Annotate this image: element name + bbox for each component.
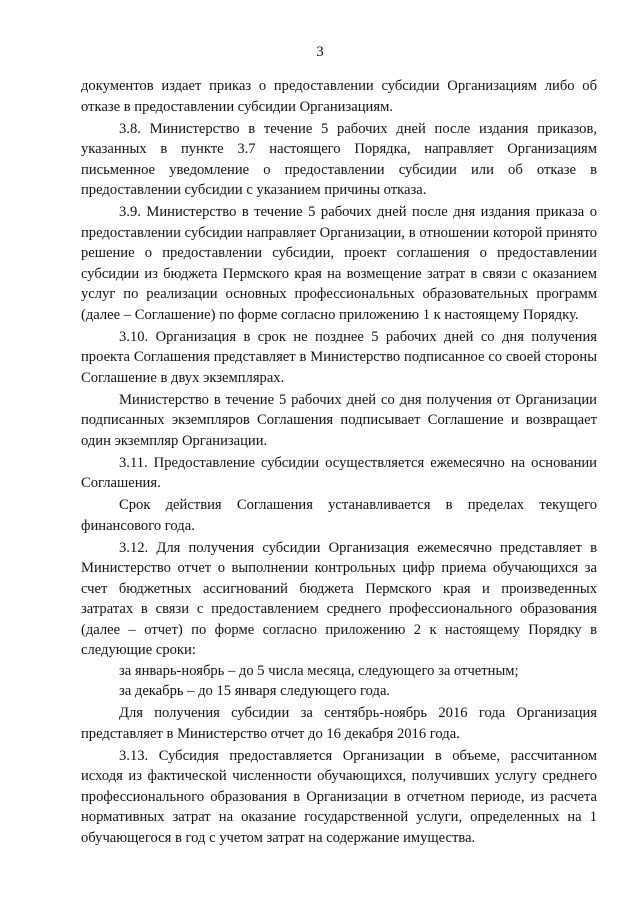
paragraph-3-9: 3.9. Министерство в течение 5 рабочих дней после дня издания приказа о предоставлении субсидии направляет Организации, в отношении которой принято решение о предоставлении субсидии, проект соглашения о предоставлении субсидии из бюджета Пермского края на возмещение затрат в связи с оказанием услуг по реализации основных профессиональных образовательных программ (далее – Соглашение) по форме согласно приложению 1 к настоящему Порядку.	[81, 204, 597, 323]
paragraph-ministry-signs: Министерство в течение 5 рабочих дней со дня получения от Организации подписанных экземпляров Соглашения подписывает Соглашение и возвращает один экземпляр Организации.	[81, 391, 597, 449]
document-body	[81, 76, 597, 848]
deadline-jan-nov: за январь-ноябрь – до 5 числа месяца, следующего за отчетным;	[119, 662, 519, 679]
paragraph-3-11: 3.11. Предоставление субсидии осуществляется ежемесячно на основании Соглашения.	[81, 454, 597, 491]
deadline-dec: за декабрь – до 15 января следующего года.	[119, 683, 391, 699]
paragraph-agreement-term: Срок действия Соглашения устанавливается в пределах текущего финансового года.	[81, 497, 597, 534]
paragraph-3-10: 3.10. Организация в срок не позднее 5 рабочих дней со дня получения проекта Соглашения представляет в Министерство подписанное со своей стороны Соглашение в двух экземплярах.	[81, 328, 597, 386]
paragraph-3-13: 3.13. Субсидия предоставляется Организации в объеме, рассчитанном исходя из фактической численности обучающихся, получивших услугу среднего профессионального образования в Организации в отчетном периоде, из расчета нормативных затрат на оказание государственной услуги, определенных на 1 обучающегося в год с учетом затрат на содержание имущества.	[81, 747, 597, 846]
paragraph-sep-nov-2016: Для получения субсидии за сентябрь-ноябрь 2016 года Организация представляет в Министерство отчет до 16 декабря 2016 года.	[81, 705, 597, 742]
page-number: 3	[316, 44, 324, 60]
paragraph-3-12: 3.12. Для получения субсидии Организация ежемесячно представляет в Министерство отчет о выполнении контрольных цифр приема обучающихся за счет бюджетных ассигнований бюджета Пермского края и произведенных затратах в связи с предоставлением среднего профессионального образования (далее – отчет) по форме согласно приложению 2 к настоящему Порядку в следующие сроки:	[81, 539, 597, 658]
paragraph-continuation: документов издает приказ о предоставлении субсидии Организациям либо об отказе в предоставлении субсидии Организациям.	[81, 78, 597, 115]
paragraph-3-8: 3.8. Министерство в течение 5 рабочих дней после издания приказов, указанных в пункте 3.7 настоящего Порядка, направляет Организациям письменное уведомление о предоставлении субсидии или об отказе в предоставлении субсидии с указанием причины отказа.	[81, 120, 597, 198]
